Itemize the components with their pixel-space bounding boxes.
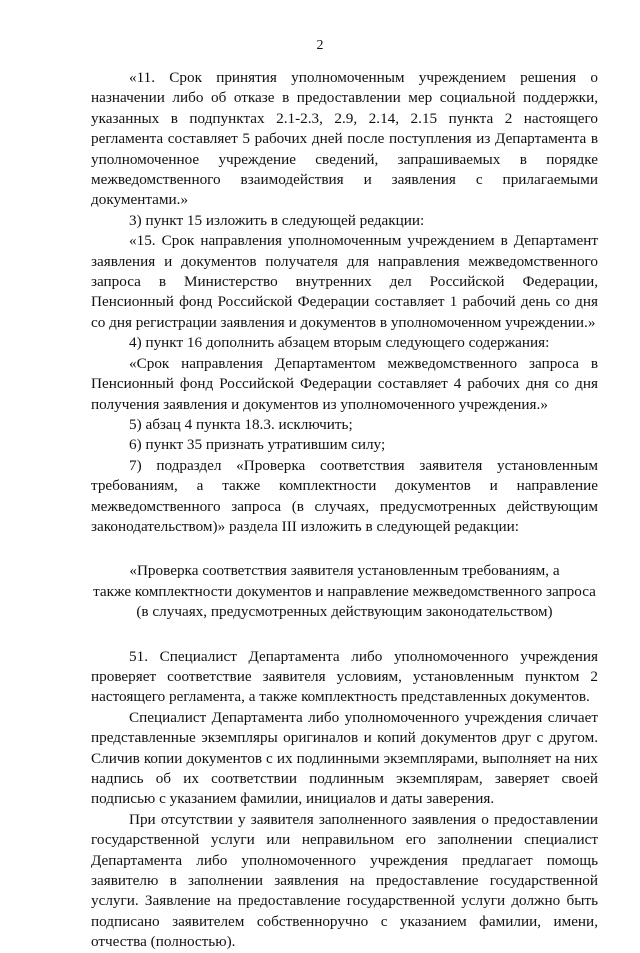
subsection-heading	[91, 561, 598, 622]
document-body	[91, 68, 598, 953]
paragraph-amend-item-16: 4) пункт 16 дополнить абзацем вторым следующего содержания:	[129, 334, 550, 352]
paragraph-amend-subsection: 7) подраздел «Проверка соответствия заявителя установленным требованиям, а также комплектности документов и направление межведомственного запроса (в случаях, предусмотренных действующим законодательством)» раздела III изложить в следующей редакции:	[91, 456, 598, 535]
paragraph-amend-item-18-3: 5) абзац 4 пункта 18.3. исключить;	[129, 415, 353, 433]
subsection-heading-line-2: также комплектности документов и направление межведомственного запроса	[93, 582, 596, 600]
paragraph-amend-item-15: 3) пункт 15 изложить в следующей редакции:	[129, 211, 425, 229]
paragraph-item-15: «15. Срок направления уполномоченным учреждением в Департамент заявления и документов получателя для направления межведомственного запроса в Министерство внутренних дел Российской Федерации, Пенсионный фонд Российской Федерации составляет 1 рабочий день со дня со дня регистрации заявления и документов в уполномоченном учреждении.»	[91, 232, 598, 331]
subsection-heading-line-1: «Проверка соответствия заявителя установленным требованиям, а	[129, 562, 560, 580]
paragraph-item-16-addition: «Срок направления Департаментом межведомственного запроса в Пенсионный фонд Российской Федерации составляет 4 рабочих дня со дня получения заявления и документов из уполномоченного учреждения.»	[91, 354, 598, 413]
paragraph-amend-item-35: 6) пункт 35 признать утратившим силу;	[129, 436, 386, 454]
paragraph-document-check: Специалист Департамента либо уполномоченного учреждения сличает представленные экземпляры оригиналов и копий документов друг с другом. Сличив копии документов с их подлинными экземплярами, выполняет на них надпись об их соответствии подлинным экземплярам, заверяет своей подписью с указанием фамилии, инициалов и даты заверения.	[91, 708, 598, 808]
paragraph-application-help: При отсутствии у заявителя заполненного заявления о предоставлении государственной услуги или неправильном его заполнении специалист Департамента либо уполномоченного учреждения предлагает помощь заявителю в заполнении заявления на предоставление государственной услуги. Заявление на предоставление государственной услуги должно быть подписано заявителем собственноручно с указанием фамилии, имени, отчества (полностью).	[91, 810, 598, 951]
page-number: 2	[316, 38, 324, 53]
paragraph-item-51: 51. Специалист Департамента либо уполномоченного учреждения проверяет соответствие заявителя условиям, установленным пунктом 2 настоящего регламента, а также комплектность представленных документов.	[91, 647, 598, 706]
paragraph-item-11: «11. Срок принятия уполномоченным учреждением решения о назначении либо об отказе в предоставлении мер социальной поддержки, указанных в подпунктах 2.1-2.3, 2.9, 2.14, 2.15 пункта 2 настоящего регламента составляет 5 рабочих дней после поступления из Департамента в уполномоченное учреждение сведений, запрашиваемых в порядке межведомственного взаимодействия и заявления с прилагаемыми документами.»	[91, 69, 598, 209]
subsection-heading-line-3: (в случаях, предусмотренных действующим законодательством)	[136, 603, 553, 621]
